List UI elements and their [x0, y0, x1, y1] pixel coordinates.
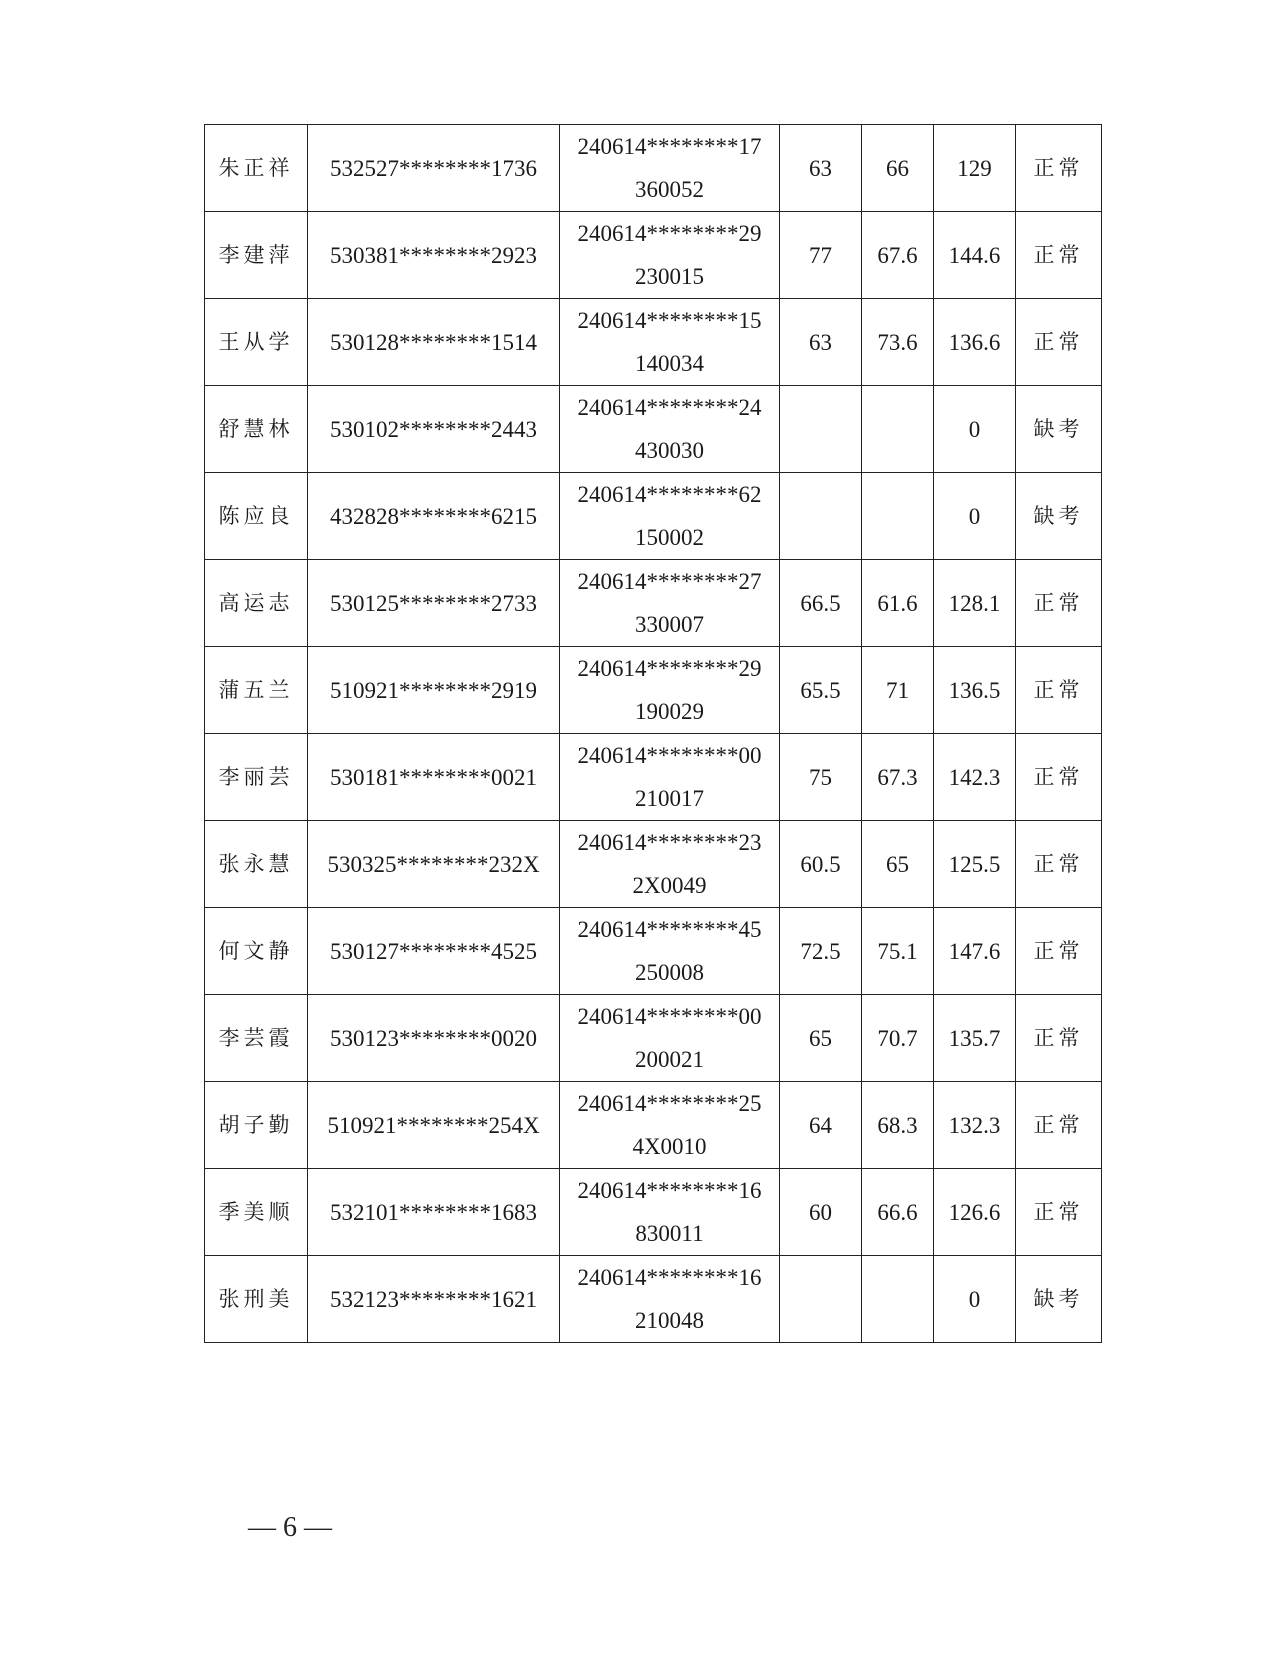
exam-status: 正常 — [1016, 560, 1102, 647]
ticket-number — [560, 125, 780, 212]
id-number: 510921********254X — [308, 1082, 560, 1169]
candidate-name: 李丽芸 — [205, 734, 308, 821]
candidate-name: 李芸霞 — [205, 995, 308, 1082]
total-score: 135.7 — [934, 995, 1016, 1082]
ticket-number-line-2: 210017 — [635, 786, 704, 811]
score-table — [204, 124, 1102, 1343]
ticket-number — [560, 734, 780, 821]
interview-score: 67.3 — [862, 734, 934, 821]
ticket-number — [560, 995, 780, 1082]
exam-status: 正常 — [1016, 734, 1102, 821]
written-score: 75 — [780, 734, 862, 821]
written-score: 77 — [780, 212, 862, 299]
written-score — [780, 386, 862, 473]
ticket-number-line-1: 240614********16 — [577, 1265, 762, 1290]
exam-status: 缺考 — [1016, 1256, 1102, 1343]
table-row — [205, 995, 1102, 1082]
ticket-number-line-1: 240614********25 — [577, 1091, 762, 1116]
candidate-name: 胡子勤 — [205, 1082, 308, 1169]
ticket-number — [560, 647, 780, 734]
candidate-name: 王从学 — [205, 299, 308, 386]
exam-status: 正常 — [1016, 995, 1102, 1082]
id-number: 532123********1621 — [308, 1256, 560, 1343]
candidate-name: 何文静 — [205, 908, 308, 995]
exam-status: 正常 — [1016, 1169, 1102, 1256]
candidate-name: 季美顺 — [205, 1169, 308, 1256]
ticket-number-line-2: 360052 — [635, 177, 704, 202]
ticket-number — [560, 1082, 780, 1169]
written-score: 72.5 — [780, 908, 862, 995]
written-score: 63 — [780, 125, 862, 212]
total-score: 144.6 — [934, 212, 1016, 299]
ticket-number-line-1: 240614********17 — [577, 134, 762, 159]
total-score: 129 — [934, 125, 1016, 212]
written-score — [780, 473, 862, 560]
interview-score: 71 — [862, 647, 934, 734]
table-row — [205, 734, 1102, 821]
interview-score: 65 — [862, 821, 934, 908]
total-score: 128.1 — [934, 560, 1016, 647]
candidate-name: 张刑美 — [205, 1256, 308, 1343]
total-score: 0 — [934, 1256, 1016, 1343]
total-score: 125.5 — [934, 821, 1016, 908]
ticket-number — [560, 821, 780, 908]
written-score: 63 — [780, 299, 862, 386]
table-row — [205, 1082, 1102, 1169]
id-number: 532101********1683 — [308, 1169, 560, 1256]
ticket-number-line-1: 240614********62 — [577, 482, 762, 507]
written-score — [780, 1256, 862, 1343]
ticket-number-line-2: 2X0049 — [632, 873, 707, 898]
ticket-number-line-2: 230015 — [635, 264, 704, 289]
written-score: 65 — [780, 995, 862, 1082]
ticket-number-line-1: 240614********24 — [577, 395, 762, 420]
ticket-number-line-1: 240614********29 — [577, 221, 762, 246]
exam-status: 正常 — [1016, 821, 1102, 908]
id-number: 530125********2733 — [308, 560, 560, 647]
candidate-name: 高运志 — [205, 560, 308, 647]
candidate-name: 朱正祥 — [205, 125, 308, 212]
id-number: 530128********1514 — [308, 299, 560, 386]
exam-status: 正常 — [1016, 647, 1102, 734]
candidate-name: 舒慧林 — [205, 386, 308, 473]
ticket-number — [560, 1256, 780, 1343]
candidate-name: 蒲五兰 — [205, 647, 308, 734]
ticket-number-line-2: 210048 — [635, 1308, 704, 1333]
interview-score — [862, 386, 934, 473]
ticket-number-line-1: 240614********00 — [577, 743, 762, 768]
ticket-number — [560, 299, 780, 386]
ticket-number — [560, 386, 780, 473]
ticket-number-line-1: 240614********27 — [577, 569, 762, 594]
ticket-number-line-2: 330007 — [635, 612, 704, 637]
total-score: 142.3 — [934, 734, 1016, 821]
table-row — [205, 299, 1102, 386]
id-number: 530325********232X — [308, 821, 560, 908]
table-row — [205, 908, 1102, 995]
ticket-number-line-2: 200021 — [635, 1047, 704, 1072]
exam-status: 正常 — [1016, 908, 1102, 995]
ticket-number — [560, 1169, 780, 1256]
written-score: 66.5 — [780, 560, 862, 647]
exam-status: 正常 — [1016, 212, 1102, 299]
ticket-number-line-2: 190029 — [635, 699, 704, 724]
table-row — [205, 212, 1102, 299]
written-score: 65.5 — [780, 647, 862, 734]
table-row — [205, 125, 1102, 212]
interview-score: 75.1 — [862, 908, 934, 995]
ticket-number-line-1: 240614********23 — [577, 830, 762, 855]
id-number: 530102********2443 — [308, 386, 560, 473]
total-score: 147.6 — [934, 908, 1016, 995]
ticket-number — [560, 560, 780, 647]
id-number: 532527********1736 — [308, 125, 560, 212]
total-score: 0 — [934, 386, 1016, 473]
interview-score: 67.6 — [862, 212, 934, 299]
ticket-number — [560, 473, 780, 560]
total-score: 132.3 — [934, 1082, 1016, 1169]
interview-score: 70.7 — [862, 995, 934, 1082]
exam-status: 缺考 — [1016, 473, 1102, 560]
ticket-number-line-2: 430030 — [635, 438, 704, 463]
id-number: 432828********6215 — [308, 473, 560, 560]
page-number: — 6 — — [248, 1512, 332, 1543]
exam-status: 正常 — [1016, 125, 1102, 212]
ticket-number — [560, 212, 780, 299]
written-score: 60.5 — [780, 821, 862, 908]
table-row — [205, 647, 1102, 734]
ticket-number-line-1: 240614********45 — [577, 917, 762, 942]
table-row — [205, 1169, 1102, 1256]
ticket-number-line-1: 240614********00 — [577, 1004, 762, 1029]
exam-status: 正常 — [1016, 1082, 1102, 1169]
table-row — [205, 386, 1102, 473]
id-number: 530381********2923 — [308, 212, 560, 299]
table-row — [205, 821, 1102, 908]
total-score: 136.5 — [934, 647, 1016, 734]
id-number: 530123********0020 — [308, 995, 560, 1082]
candidate-name: 李建萍 — [205, 212, 308, 299]
ticket-number-line-1: 240614********15 — [577, 308, 762, 333]
ticket-number-line-1: 240614********16 — [577, 1178, 762, 1203]
ticket-number-line-2: 830011 — [635, 1221, 704, 1246]
interview-score — [862, 1256, 934, 1343]
exam-status: 正常 — [1016, 299, 1102, 386]
candidate-name: 张永慧 — [205, 821, 308, 908]
table-row — [205, 1256, 1102, 1343]
ticket-number-line-2: 250008 — [635, 960, 704, 985]
interview-score: 66.6 — [862, 1169, 934, 1256]
total-score: 0 — [934, 473, 1016, 560]
id-number: 530127********4525 — [308, 908, 560, 995]
ticket-number-line-2: 150002 — [635, 525, 704, 550]
written-score: 60 — [780, 1169, 862, 1256]
ticket-number-line-2: 140034 — [635, 351, 704, 376]
exam-status: 缺考 — [1016, 386, 1102, 473]
ticket-number — [560, 908, 780, 995]
interview-score: 73.6 — [862, 299, 934, 386]
table-body — [205, 125, 1102, 1343]
table-row — [205, 560, 1102, 647]
interview-score: 61.6 — [862, 560, 934, 647]
candidate-name: 陈应良 — [205, 473, 308, 560]
interview-score: 68.3 — [862, 1082, 934, 1169]
ticket-number-line-1: 240614********29 — [577, 656, 762, 681]
ticket-number-line-2: 4X0010 — [632, 1134, 707, 1159]
table-row — [205, 473, 1102, 560]
interview-score: 66 — [862, 125, 934, 212]
total-score: 136.6 — [934, 299, 1016, 386]
id-number: 530181********0021 — [308, 734, 560, 821]
written-score: 64 — [780, 1082, 862, 1169]
interview-score — [862, 473, 934, 560]
total-score: 126.6 — [934, 1169, 1016, 1256]
id-number: 510921********2919 — [308, 647, 560, 734]
